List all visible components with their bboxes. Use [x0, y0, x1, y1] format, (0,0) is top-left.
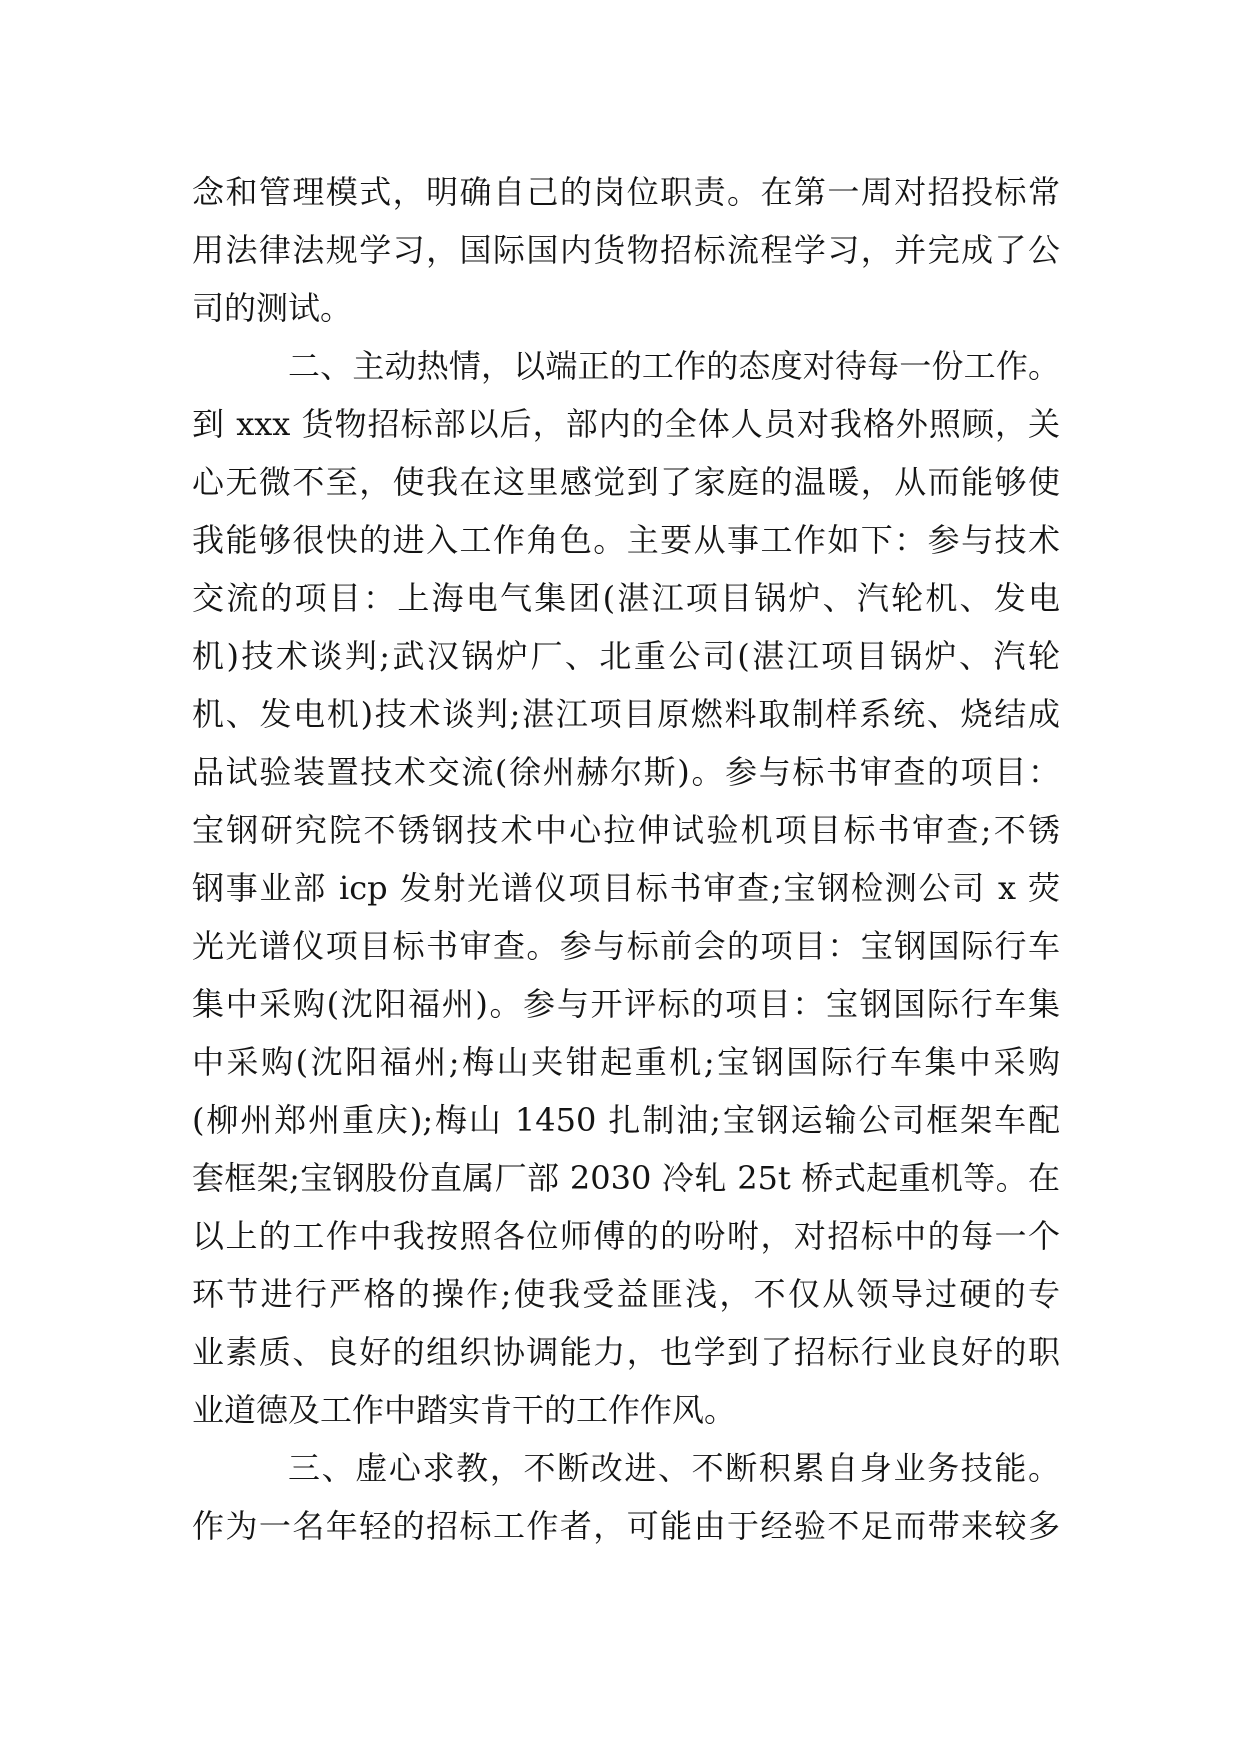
text-line: 钢事业部 icp 发射光谱仪项目标书审查;宝钢检测公司 x 荧 — [192, 869, 1060, 907]
body-text — [192, 163, 1060, 1555]
text-line: 到 xxx 货物招标部以后，部内的全体人员对我格外照顾，关 — [192, 405, 1060, 443]
text-line: 作为一名年轻的招标工作者，可能由于经验不足而带来较多 — [192, 1507, 1060, 1545]
text-line: 中采购(沈阳福州;梅山夹钳起重机;宝钢国际行车集中采购 — [192, 1043, 1060, 1081]
text-line: 品试验装置技术交流(徐州赫尔斯)。参与标书审查的项目： — [192, 753, 1060, 791]
section-heading-3: 三、虚心求教，不断改进、不断积累自身业务技能。 — [288, 1449, 1060, 1487]
section-heading-2: 二、主动热情，以端正的工作的态度对待每一份工作。 — [288, 347, 1060, 385]
text-line: 环节进行严格的操作;使我受益匪浅，不仅从领导过硬的专 — [192, 1275, 1060, 1313]
text-line: 以上的工作中我按照各位师傅的的吩咐，对招标中的每一个 — [192, 1217, 1060, 1255]
text-line: 业道德及工作中踏实肯干的工作作风。 — [192, 1391, 737, 1429]
text-line: 宝钢研究院不锈钢技术中心拉伸试验机项目标书审查;不锈 — [192, 811, 1060, 849]
text-line: 机)技术谈判;武汉锅炉厂、北重公司(湛江项目锅炉、汽轮 — [192, 637, 1060, 675]
text-line: 我能够很快的进入工作角色。主要从事工作如下：参与技术 — [192, 521, 1060, 559]
text-line: 念和管理模式，明确自己的岗位职责。在第一周对招投标常 — [192, 173, 1060, 211]
text-line: 司的测试。 — [192, 289, 353, 327]
text-line: 用法律法规学习，国际国内货物招标流程学习，并完成了公 — [192, 231, 1060, 269]
text-line: 交流的项目：上海电气集团(湛江项目锅炉、汽轮机、发电 — [192, 579, 1060, 617]
text-line: 集中采购(沈阳福州)。参与开评标的项目：宝钢国际行车集 — [192, 985, 1060, 1023]
text-line: 机、发电机)技术谈判;湛江项目原燃料取制样系统、烧结成 — [192, 695, 1060, 733]
text-line: (柳州郑州重庆);梅山 1450 扎制油;宝钢运输公司框架车配 — [192, 1101, 1060, 1139]
text-line: 心无微不至，使我在这里感觉到了家庭的温暖，从而能够使 — [192, 463, 1060, 501]
text-line: 光光谱仪项目标书审查。参与标前会的项目：宝钢国际行车 — [192, 927, 1060, 965]
text-line: 套框架;宝钢股份直属厂部 2030 冷轧 25t 桥式起重机等。在 — [192, 1159, 1060, 1197]
text-line: 业素质、良好的组织协调能力，也学到了招标行业良好的职 — [192, 1333, 1060, 1371]
